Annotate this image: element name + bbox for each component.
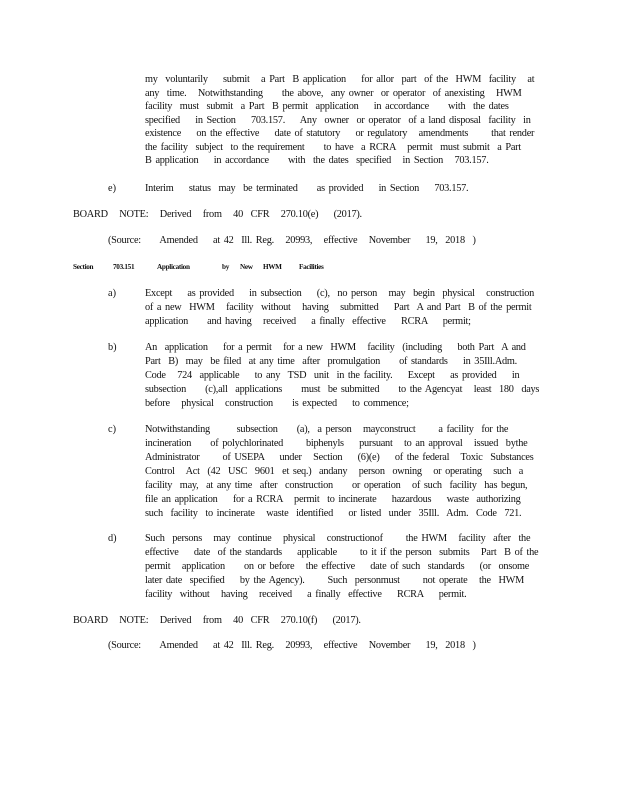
text-line: Notwithstanding subsection (a), a person mayconstruct a facility for the [145,424,509,435]
item-label: d) [108,533,117,544]
text-line: Code 724 applicable to any TSD unit in the facility. Except as provided in [145,370,520,381]
board-note: BOARD NOTE: Derived from 40 CFR 270.10(f) (2017). [73,615,361,626]
text-line: B application in accordance with the dates specified in Section 703.157. [145,155,489,166]
section-title-word: New [240,263,253,271]
text-line: subsection (c),all applications must be submitted to the Agencyat least 180 days [145,384,540,395]
text-line: facility must submit a Part B permit application in accordance with the dates [145,101,509,112]
text-line: before physical construction is expected to commence; [145,398,409,409]
text-line: An application for a permit for a new HWM facility (including both Part A and [145,342,526,353]
board-note: BOARD NOTE: Derived from 40 CFR 270.10(e) (2017). [73,209,362,220]
source-note: (Source: Amended at 42 Ill. Reg. 20993, effective November 19, 2018 ) [108,640,476,651]
text-line: Such persons may continue physical constructionof the HWM facility after the [145,533,531,544]
text-line: Interim status may be terminated as provided in Section 703.157. [145,183,469,194]
section-number: 703.151 [113,263,135,271]
text-line: Administrator of USEPA under Section (6)(e) of the federal Toxic Substances [145,452,534,463]
source-note: (Source: Amended at 42 Ill. Reg. 20993, effective November 19, 2018 ) [108,235,476,246]
section-title-word: Facilities [299,263,324,271]
text-line: later date specified by the Agency). Such personmust not operate the HWM [145,575,525,586]
text-line: such facility to incinerate waste identified or listed under 35Ill. Adm. Code 721. [145,508,522,519]
item-label: c) [108,424,116,435]
section-title-word: HWM [263,263,282,271]
text-line: Control Act (42 USC 9601 et seq.) andany person owning or operating such a [145,466,524,477]
text-line: facility may, at any time after construction or operation of such facility has begun, [145,480,528,491]
text-line: Except as provided in subsection (c), no person may begin physical construction [145,288,535,299]
text-line: facility without having received a finally effective RCRA permit. [145,589,467,600]
text-line: incineration of polychlorinated biphenyls pursuant to an approval issued bythe [145,438,528,449]
text-line: Part B) may be filed at any time after promulgation of standards in 35Ill.Adm. [145,356,517,367]
text-line: specified in Section 703.157. Any owner or operator of a land disposal facility in [145,114,531,126]
text-line: existence on the effective date of statutory or regulatory amendments that render [145,128,535,139]
section-title-word: by [222,263,229,271]
text-line: of a new HWM facility without having submitted Part A and Part B of the permit [145,302,532,313]
text-line: file an application for a RCRA permit to incinerate hazardous waste authorizing [145,494,521,505]
text-line: effective date of the standards applicable to it if the person submits Part B of the [145,547,539,558]
text-line: any time. Notwithstanding the above, any owner or operator of anexisting HWM [145,87,522,99]
section-title-word: Application [157,263,190,271]
item-label: e) [108,183,116,194]
text-line: the facility subject to the requirement to have a RCRA permit must submit a Part [145,141,521,153]
text-line: permit application on or before the effective date of such standards (or onsome [145,561,530,572]
item-label: b) [108,342,117,353]
text-line: my voluntarily submit a Part B application for allor part of the HWM facility at [145,74,535,85]
section-label: Section [73,263,94,271]
text-line: application and having received a finally effective RCRA permit; [145,316,471,327]
section-heading [73,263,373,273]
item-label: a) [108,288,116,299]
